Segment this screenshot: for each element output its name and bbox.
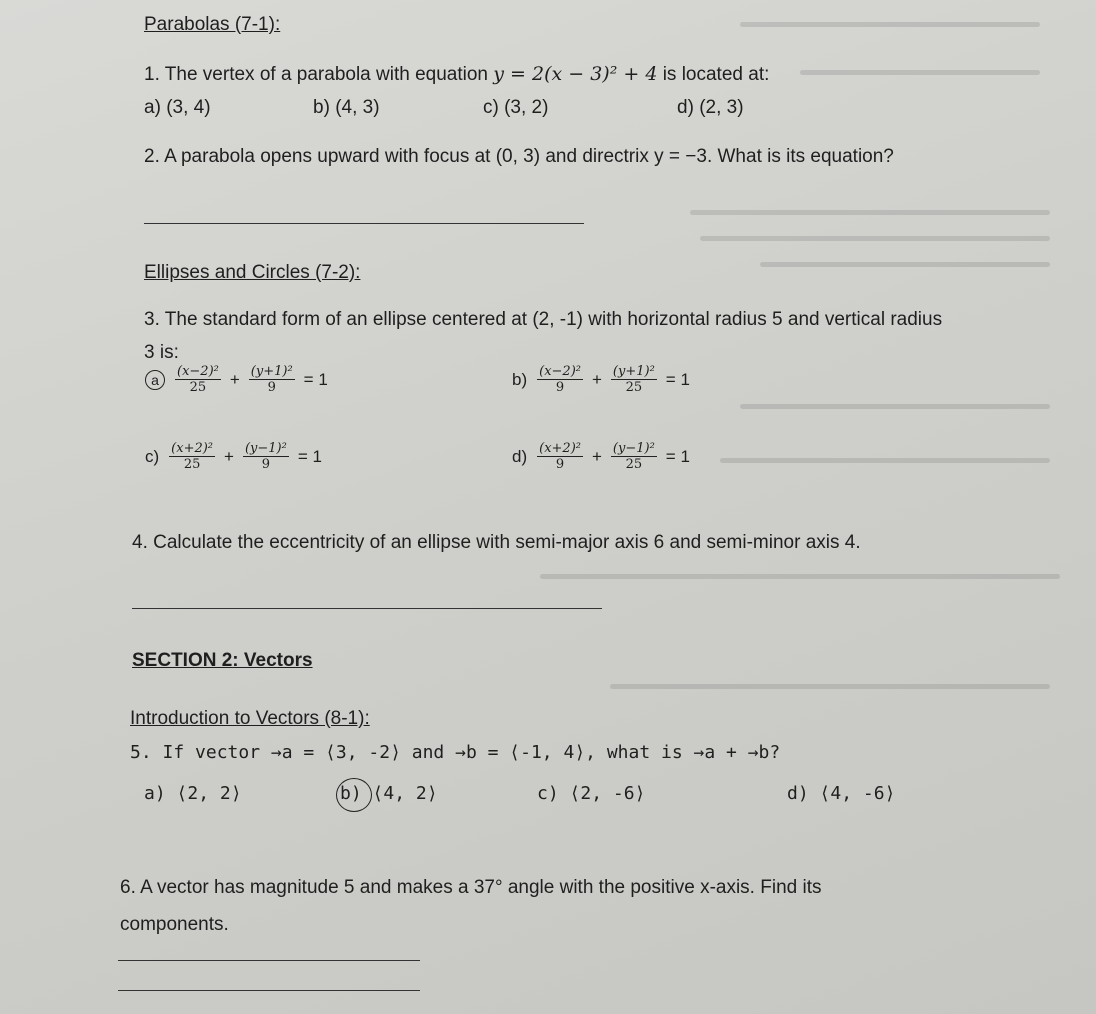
equals-one: = 1 (303, 369, 328, 389)
fraction-denominator: 9 (267, 379, 276, 395)
option-value: ⟨2, -6⟩ (569, 783, 646, 804)
fraction-denominator: 9 (555, 456, 565, 472)
question-5-option-a[interactable] (144, 783, 242, 804)
fraction-denominator: 25 (625, 456, 643, 472)
option-label: b) (340, 783, 362, 804)
bleed-through-mark (610, 684, 1050, 689)
option-value: ⟨4, -6⟩ (819, 783, 896, 804)
question-3-option-c[interactable] (145, 442, 325, 471)
fraction-denominator: 9 (261, 456, 271, 472)
section-heading-ellipses: Ellipses and Circles (7-2): (144, 262, 361, 283)
plus-sign: + (224, 446, 234, 466)
option-label: a) (144, 97, 161, 118)
fraction-numerator: (y−1)² (612, 441, 655, 456)
bleed-through-mark (740, 22, 1040, 27)
fraction-numerator: (y−1)² (244, 441, 287, 456)
fraction (611, 365, 657, 394)
fraction-denominator: 9 (555, 379, 565, 395)
fraction (243, 442, 289, 471)
question-3-option-d[interactable] (512, 442, 693, 471)
option-value: (4, 3) (335, 97, 380, 118)
option-value: (3, 2) (504, 97, 549, 118)
equals-one: = 1 (665, 369, 690, 389)
section-heading-vectors: SECTION 2: Vectors (132, 650, 313, 671)
handwritten-circle-mark (336, 778, 372, 812)
plus-sign: + (229, 369, 240, 389)
option-label: c) (483, 97, 499, 118)
option-label: d) (677, 97, 694, 118)
plus-sign: + (591, 446, 602, 466)
question-5-option-d[interactable] (787, 783, 895, 804)
bleed-through-mark (740, 404, 1050, 409)
fraction-denominator: 25 (189, 379, 207, 395)
equals-one: = 1 (297, 446, 322, 466)
fraction (537, 442, 583, 471)
question-1-option-a[interactable] (144, 97, 211, 119)
question-3-option-a[interactable] (145, 365, 331, 394)
section-heading-intro-vectors: Introduction to Vectors (8-1): (130, 708, 370, 729)
option-label: b) (313, 97, 330, 118)
question-3-option-b[interactable] (512, 365, 693, 394)
bleed-through-mark (700, 236, 1050, 241)
answer-line-question-6-second[interactable] (118, 990, 420, 991)
question-1 (144, 63, 769, 86)
fraction-numerator: (y+1)² (612, 364, 655, 379)
question-6-line-1: 6. A vector has magnitude 5 and makes a 37° angle with the positive x-axis. Find its (120, 877, 822, 898)
fraction (537, 365, 583, 394)
answer-line-question-2[interactable] (144, 223, 584, 224)
option-value: ⟨2, 2⟩ (176, 783, 242, 804)
fraction (169, 442, 215, 471)
question-1-prefix: 1. The vertex of a parabola with equation (144, 64, 494, 85)
bleed-through-mark (800, 70, 1040, 75)
fraction-denominator: 25 (625, 379, 643, 395)
question-3-line-2: 3 is: (144, 342, 179, 363)
fraction-numerator: (y+1)² (250, 364, 293, 379)
bleed-through-mark (540, 574, 1060, 579)
option-value: (2, 3) (699, 97, 744, 118)
question-6-line-2: components. (120, 914, 229, 935)
fraction (611, 442, 657, 471)
option-label: d) (512, 446, 528, 466)
answer-line-question-4[interactable] (132, 608, 602, 609)
bleed-through-mark (720, 458, 1050, 463)
option-value: ⟨4, 2⟩ (372, 783, 438, 804)
answer-line-question-6-first[interactable] (118, 960, 420, 961)
fraction (175, 365, 221, 394)
circled-option-label: a (145, 370, 165, 390)
option-label: d) (787, 783, 809, 804)
fraction-numerator: (x−2)² (177, 364, 219, 379)
fraction (249, 365, 295, 394)
question-1-option-d[interactable] (677, 97, 744, 119)
question-1-option-b[interactable] (313, 97, 380, 119)
question-5: 5. If vector →a = ⟨3, -2⟩ and →b = ⟨-1, 4⟩, what is →a + →b? (130, 742, 781, 763)
option-label: b) (512, 369, 528, 389)
question-2: 2. A parabola opens upward with focus at (0, 3) and directrix y = −3. What is its equation? (144, 146, 894, 167)
fraction-numerator: (x−2)² (539, 364, 581, 379)
question-5-option-c[interactable] (537, 783, 645, 804)
fraction-numerator: (x+2)² (539, 441, 581, 456)
option-label: a) (144, 783, 166, 804)
option-label: c) (145, 446, 160, 466)
question-1-suffix: is located at: (657, 64, 770, 85)
question-1-equation: y = 2(x − 3)² + 4 (493, 63, 658, 85)
equals-one: = 1 (665, 446, 690, 466)
fraction-numerator: (x+2)² (171, 441, 214, 456)
question-4: 4. Calculate the eccentricity of an ellipse with semi-major axis 6 and semi-minor axis 4. (132, 532, 861, 553)
section-heading-parabolas: Parabolas (7-1): (144, 14, 281, 35)
question-3-line-1: 3. The standard form of an ellipse centered at (2, -1) with horizontal radius 5 and vertical radius (144, 309, 943, 330)
option-label: c) (537, 783, 559, 804)
bleed-through-mark (760, 262, 1050, 267)
fraction-denominator: 25 (183, 456, 201, 472)
option-value: (3, 4) (166, 97, 211, 118)
bleed-through-mark (690, 210, 1050, 215)
question-1-option-c[interactable] (483, 97, 548, 119)
plus-sign: + (591, 369, 602, 389)
